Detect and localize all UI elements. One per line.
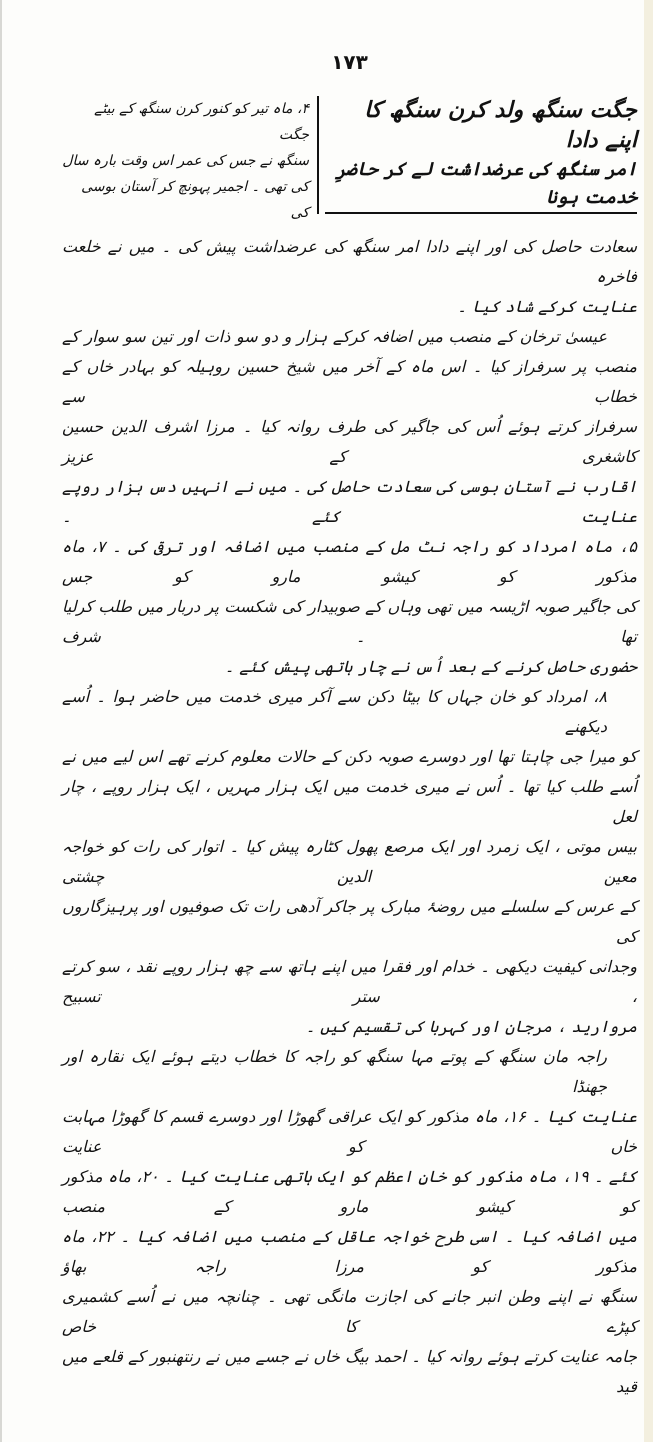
text-line: کے عرس کے سلسلے میں روضۂ مبارک پر جاکر آدھی رات تک صوفیوں اور پرہیزگاروں کی xyxy=(62,897,637,946)
text-line: میں اضافہ کیا ۔ اسی طرح خواجہ عاقل کے منصب میں اضافہ کیا ۔ ۲۲، ماہ مذکور کو مرزا راجہ بھاؤ xyxy=(62,1227,637,1276)
text-line: وجدانی کیفیت دیکھی ۔ خدام اور فقرا میں اپنے ہاتھ سے چھ ہزار روپے نقد ، سو کرتے ، ستر تسبیح xyxy=(62,957,637,1006)
heading-line-2: امر سنگھ کی عرضداشت لے کر حاضرِ خدمت ہونا xyxy=(325,156,637,214)
text-line: عیسیٰ ترخان کے منصب میں اضافہ کرکے ہزار و دو سو ذات اور تین سو سوار کے xyxy=(62,327,607,346)
page-number: ۱۷۳ xyxy=(331,50,368,74)
text-line: ۸، امرداد کو خان جہاں کا بیٹا دکن سے آکر میری خدمت میں حاضر ہوا ۔ اُسے دیکھنے xyxy=(62,687,607,736)
text-line: کو میرا جی چاہتا تھا اور دوسرے صوبہ دکن کے حالات معلوم کرنے تھے اس لیے میں نے xyxy=(62,747,637,766)
text-line: سنگھ نے اپنے وطن انبر جانے کی اجازت مانگی تھی ۔ چنانچہ میں نے اُسے کشمیری کپڑے کا خاص xyxy=(62,1287,637,1336)
text-line: مروارید ، مرجان اور کہربا کی تقسیم کیں ۔ xyxy=(305,1017,637,1036)
text-line: سعادت حاصل کی اور اپنے دادا امر سنگھ کی عرضداشت پیش کی ۔ میں نے خلعت فاخرہ xyxy=(62,237,637,286)
text-line: جامہ عنایت کرتے ہوئے روانہ کیا ۔ احمد بیگ خاں نے جسے میں نے رنتھنبور کے قلعے میں قید xyxy=(62,1347,637,1396)
heading-line-1: جگت سنگھ ولد کرن سنگھ کا اپنے دادا xyxy=(364,98,637,153)
text-line: بیس موتی ، ایک زمرد اور ایک مرصع پھول کٹارہ پیش کیا ۔ اتوار کی رات کو خواجہ معین الدین چشتی xyxy=(62,837,637,886)
text-line: اُسے طلب کیا تھا ۔ اُس نے میری خدمت میں ایک ہزار مہریں ، ایک ہزار روپے ، چار لعل xyxy=(62,777,637,826)
section-top xyxy=(62,96,637,226)
text-line: ۵، ماہ امرداد کو راجہ نٹ مل کے منصب میں اضافہ اور ترقی کی ۔ ۷، ماہ مذکور کو کیشو مارو کو جس xyxy=(62,537,637,586)
side-text-line: ۴، ماہ تیر کو کنور کرن سنگھ کے بیٹے جگت xyxy=(94,101,309,143)
text-line: کی جاگیر صوبہ اڑیسہ میں تھی وہاں کے صوبیدار کی شکست پر دربار میں طلب کرلیا تھا ۔ شرف xyxy=(62,597,637,646)
body-text xyxy=(62,232,637,1402)
side-text xyxy=(62,96,309,226)
text-line: راجہ مان سنگھ کے پوتے مہا سنگھ کو راجہ کا خطاب دیتے ہوئے ایک نقارہ اور جھنڈا xyxy=(62,1047,608,1096)
side-text-line: سنگھ نے جس کی عمر اس وقت بارہ سال xyxy=(62,153,309,169)
text-line: عنایت کیا ۔ ۱۶، ماہ مذکور کو ایک عراقی گھوڑا اور دوسرے قسم کا گھوڑا مہابت خاں کو عنایت xyxy=(62,1107,637,1156)
text-line: اقارب نے آستان بوسی کی سعادت حاصل کی ۔ میں نے انہیں دس ہزار روپے عنایت کئے ۔ xyxy=(62,477,637,526)
section-heading xyxy=(317,96,637,214)
text-line: عنایت کرکے شاد کیا ۔ xyxy=(457,297,637,316)
text-line: حضوری حاصل کرنے کے بعد اُس نے چار ہاتھی پیش کئے ۔ xyxy=(224,657,637,676)
side-text-line: کی تھی ۔ اجمیر پہونچ کر آستان بوسی کی xyxy=(81,179,309,221)
text-line: سرفراز کرتے ہوئے اُس کی جاگیر کی طرف روانہ کیا ۔ مرزا اشرف الدین حسین کاشغری کے عزیز xyxy=(62,417,637,466)
text-line: منصب پر سرفراز کیا ۔ اس ماہ کے آخر میں شیخ حسین روہیلہ کو بہادر خاں کے خطاب سے xyxy=(62,357,637,406)
text-line: کئے ۔ ۱۹، ماہ مذکور کو خانِ اعظم کو ایک ہاتھی عنایت کیا ۔ ۲۰، ماہ مذکور کو کیشو مارو کے منصب xyxy=(62,1167,638,1216)
